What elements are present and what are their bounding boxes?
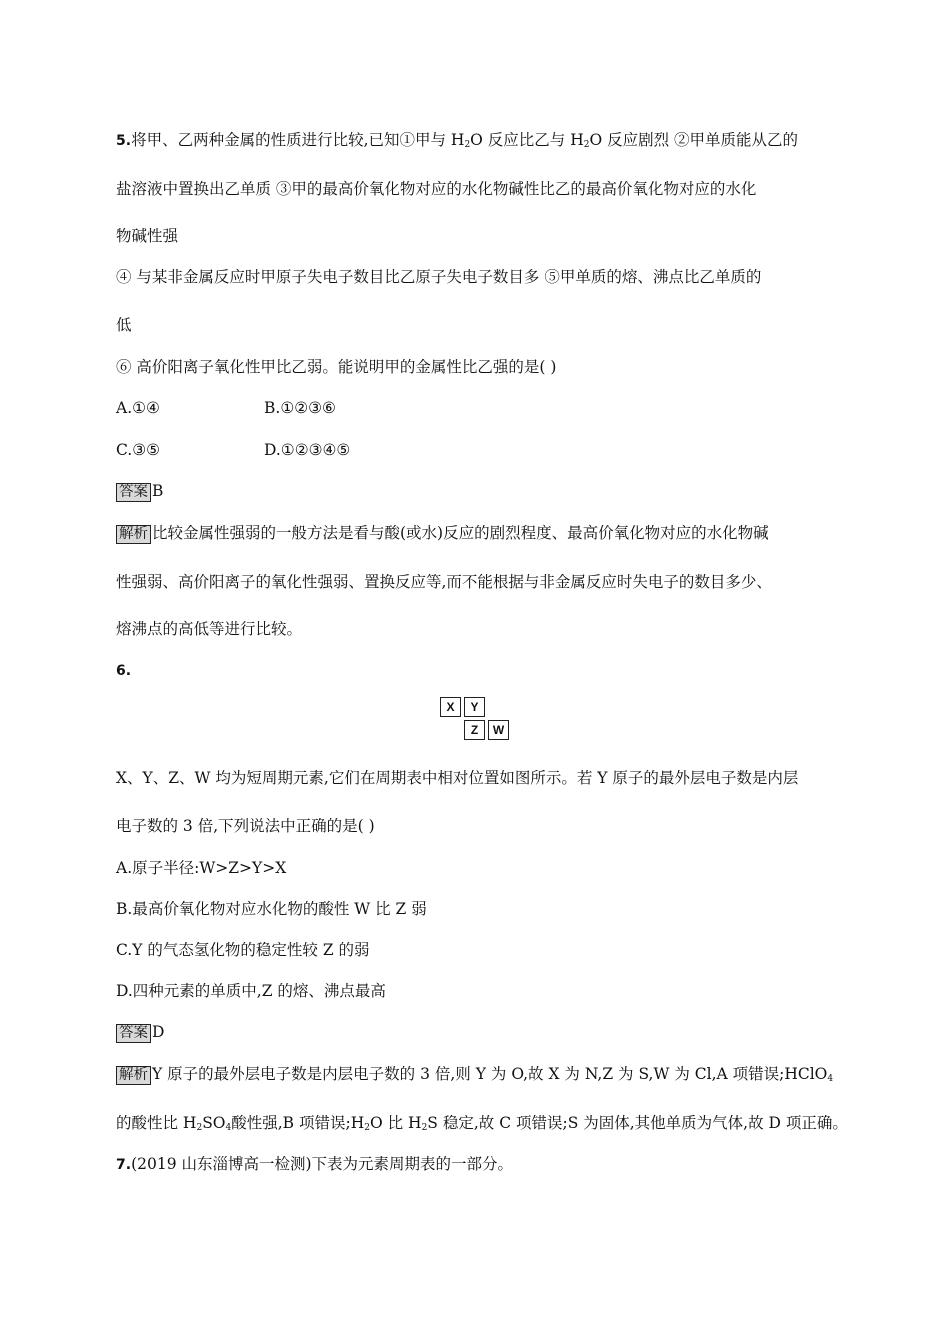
answer-tag: 答案 [116, 483, 151, 502]
grid-cell-x: X [440, 697, 461, 717]
q6-option-b: B.最高价氧化物对应水化物的酸性 W 比 Z 弱 [116, 900, 427, 918]
q6-answer-value: D [152, 1023, 165, 1041]
q7-stem: 7.(2019 山东淄博高一检测)下表为元素周期表的一部分。 [116, 1155, 514, 1173]
answer-tag: 答案 [116, 1024, 151, 1043]
q6-option-c: C.Y 的气态氢化物的稳定性较 Z 的弱 [116, 941, 370, 959]
q5-line-5: 低 [116, 316, 132, 334]
q5-option-c: C.③⑤ [116, 441, 161, 459]
q5-line-6: ⑥ 高价阳离子氧化性甲比乙弱。能说明甲的金属性比乙强的是( ) [116, 358, 557, 376]
q6-analysis-line-2: 的酸性比 $H_2SO_4$酸性强,B 项错误$;H_2O$ 比 $H_2S$ 稳定,故 C 项错误;S 为固体,其他单质为气体,故 D 项正确。 [116, 1114, 848, 1133]
q6-stem-line-1: X、Y、Z、W 均为短周期元素,它们在周期表中相对位置如图所示。若 Y 原子的最外层电子数是内层 [116, 769, 799, 787]
q5-answer [116, 483, 163, 502]
grid-cell-w: W [488, 720, 509, 740]
analysis-tag: 解析 [116, 525, 151, 544]
q5-option-d: D.①②③④⑤ [264, 441, 351, 459]
q7-number: 7. [116, 1157, 132, 1173]
q5-line-3: 物碱性强 [116, 227, 179, 245]
q5-line-2: 盐溶液中置换出乙单质 ③甲的最高价氧化物对应的水化物碱性比乙的最高价氧化物对应的水化 [116, 180, 757, 198]
q6-stem-line-2: 电子数的 3 倍,下列说法中正确的是( ) [116, 817, 375, 835]
grid-cell-y: Y [464, 697, 485, 717]
q5-option-a: A.①④ [116, 399, 160, 417]
q5-line-4: ④ 与某非金属反应时甲原子失电子数目比乙原子失电子数目多 ⑤甲单质的熔、沸点比乙单质的 [116, 268, 762, 286]
q6-option-d: D.四种元素的单质中,Z 的熔、沸点最高 [116, 982, 386, 1000]
grid-cell-z: Z [464, 720, 485, 740]
q6-option-a: A.原子半径:W>Z>Y>X [116, 859, 287, 877]
q6-analysis-line-1: 解析 Y 原子的最外层电子数是内层电子数的 3 倍,则 Y 为 O,故 X 为 N,Z 为 S,W 为 Cl,A 项错误;HClO$_4$ [116, 1066, 833, 1085]
q6-number: 6. [116, 663, 132, 679]
q6-answer [116, 1024, 164, 1043]
q5-number: 5. [116, 133, 132, 149]
q5-line-1: 5.将甲、乙两种金属的性质进行比较,已知①甲与 $H_2O$ 反应比乙与 $H_2O$ 反应剧烈 ②甲单质能从乙的 [116, 131, 799, 150]
q5-analysis-line-1: 解析 比较金属性强弱的一般方法是看与酸(或水)反应的剧烈程度、最高价氧化物对应的水化物碱 [116, 525, 769, 544]
q5-analysis-line-2: 性强弱、高价阳离子的氧化性强弱、置换反应等,而不能根据与非金属反应时失电子的数目多少、 [116, 573, 772, 591]
analysis-tag: 解析 [116, 1066, 151, 1085]
q5-analysis-line-3: 熔沸点的高低等进行比较。 [116, 620, 303, 638]
q5-answer-value: B [152, 482, 164, 500]
q5-option-b: B.①②③⑥ [264, 399, 336, 417]
